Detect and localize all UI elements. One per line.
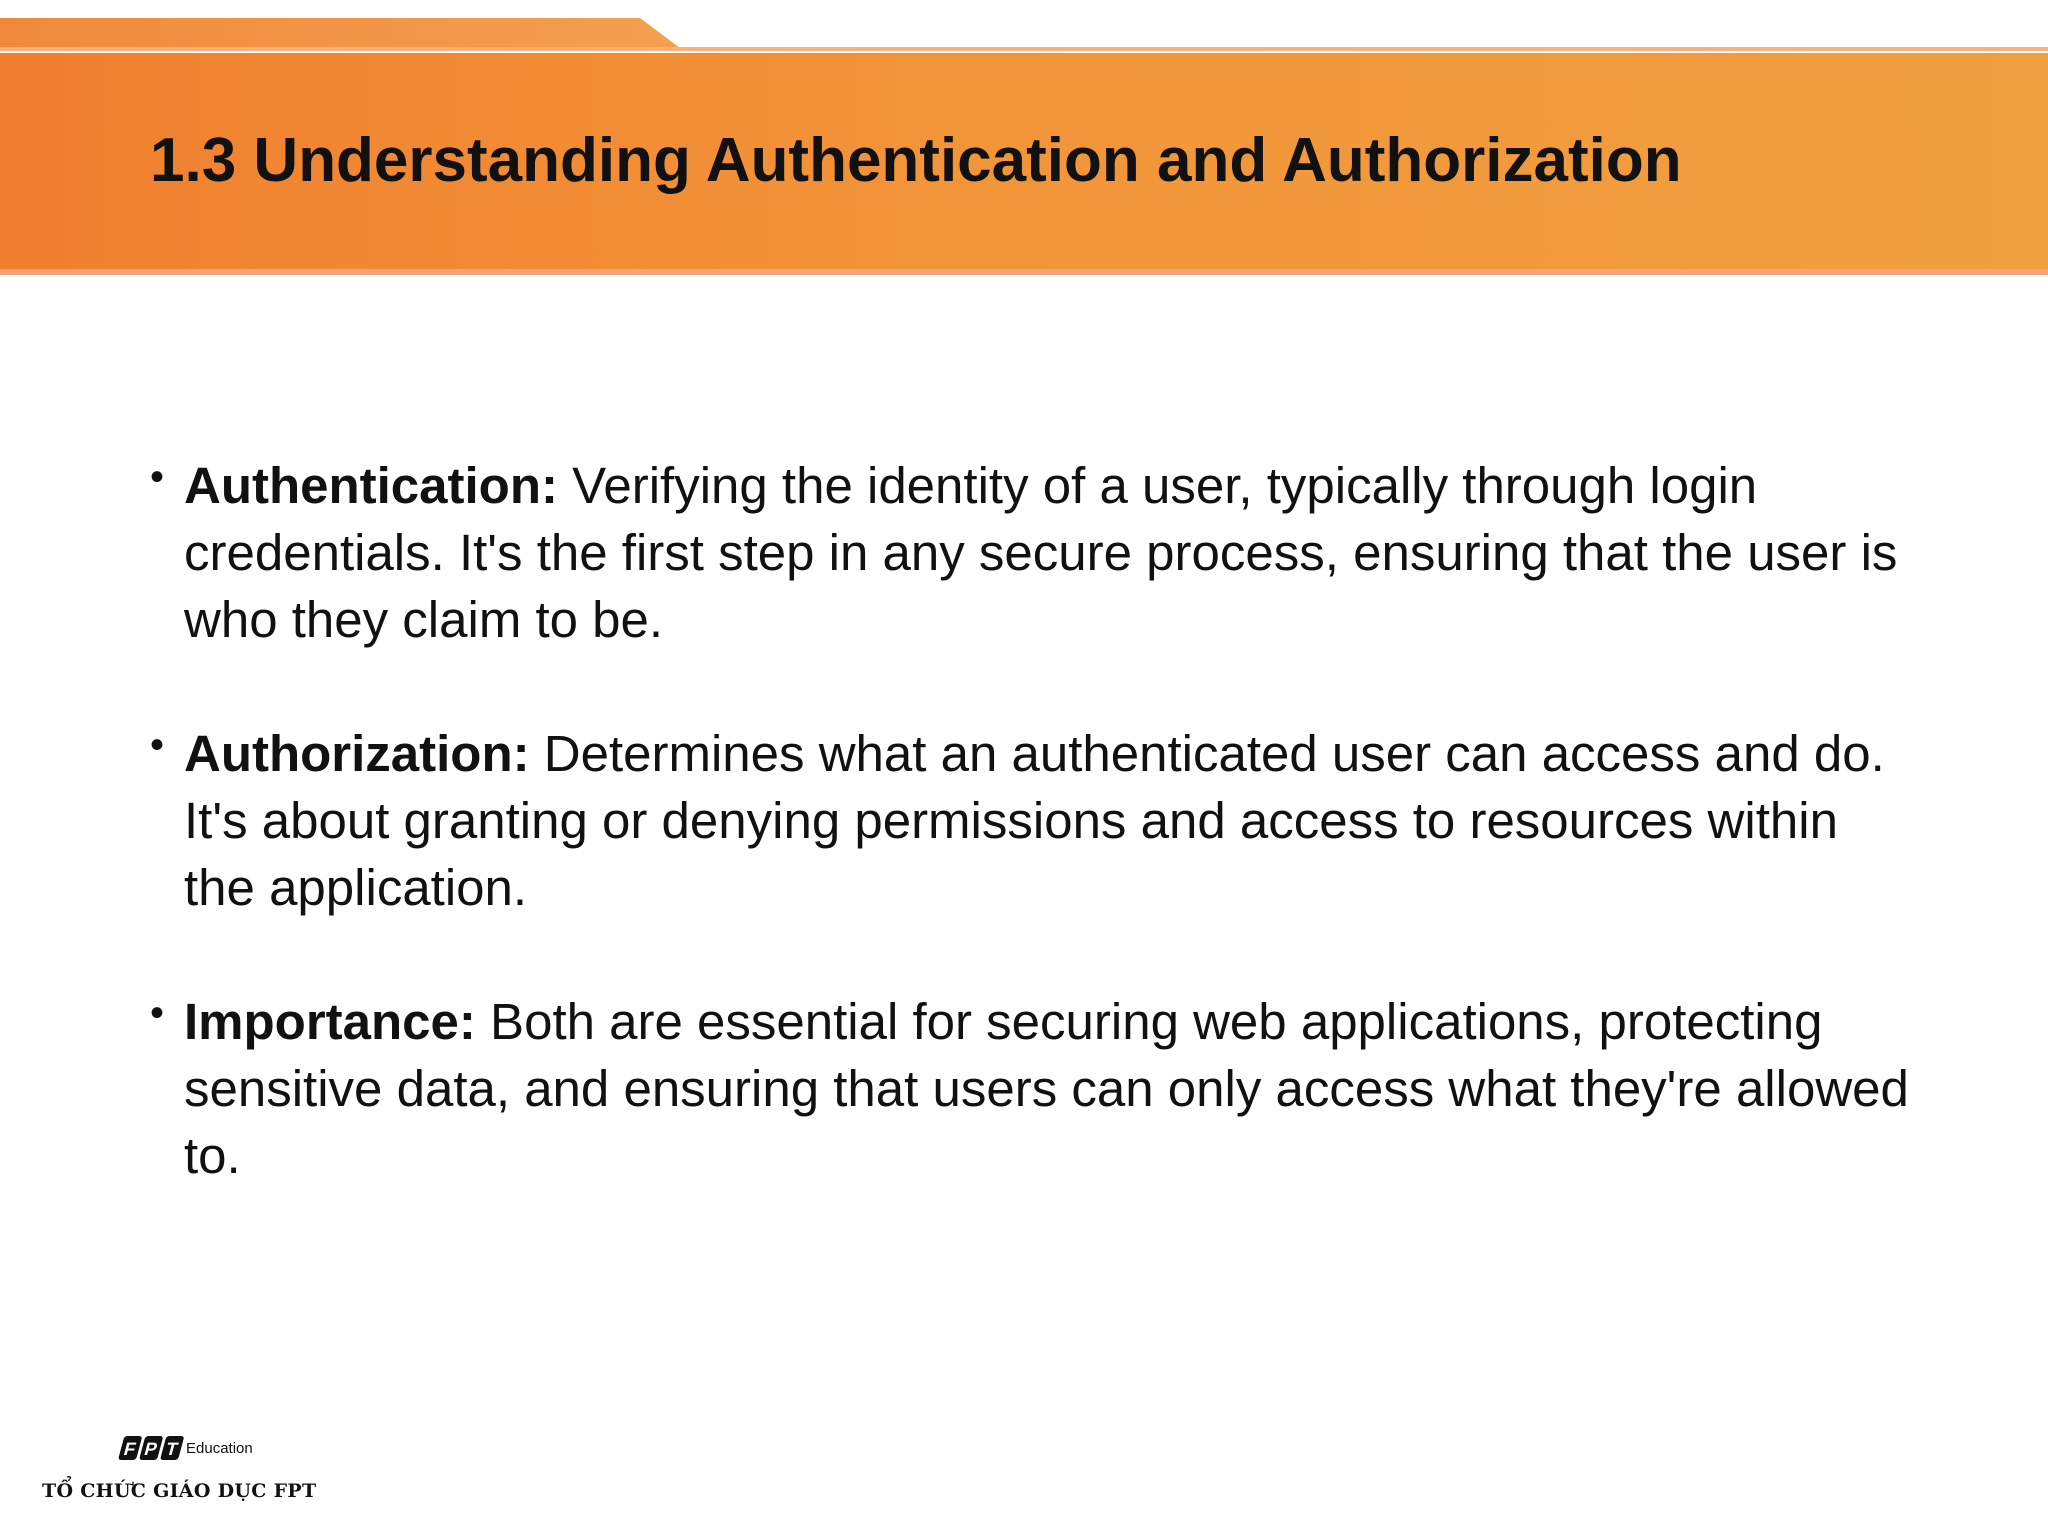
- bullet-dot-icon: •: [150, 455, 165, 499]
- fpt-education-logo: [40, 1426, 340, 1516]
- logo-tagline: TỔ CHỨC GIÁO DỤC FPT: [42, 1480, 317, 1502]
- fpt-logo-icon: [114, 1430, 184, 1470]
- bullet-text: Verifying the identity of a user, typically through login credentials. It's the first step in any secure process, ensuring that the user is who they claim to be.: [184, 457, 1898, 648]
- svg-text:P: P: [142, 1438, 160, 1459]
- svg-text:T: T: [163, 1438, 181, 1459]
- bullet-item-authorization: [150, 720, 1910, 921]
- bullet-item-importance: [150, 988, 1910, 1189]
- bullet-item-authentication: [150, 452, 1910, 653]
- bullet-term: Authorization:: [184, 725, 530, 782]
- bullet-term: Importance:: [184, 993, 476, 1050]
- bullet-text: Determines what an authenticated user can access and do. It's about granting or denying permissions and access to resources within the application.: [184, 725, 1885, 916]
- bullet-term: Authentication:: [184, 457, 558, 514]
- logo-education-label: Education: [186, 1440, 253, 1457]
- bullet-dot-icon: •: [150, 991, 165, 1035]
- bullet-text: Both are essential for securing web applications, protecting sensitive data, and ensuring that users can only access what they're allowed to.: [184, 993, 1909, 1184]
- svg-text:F: F: [121, 1438, 139, 1459]
- header-tab-decoration: [0, 18, 680, 48]
- slide-title: 1.3 Understanding Authentication and Authorization: [150, 126, 1682, 195]
- bullet-dot-icon: •: [150, 723, 165, 767]
- header-band-shadow: [0, 269, 2048, 275]
- header-line-decoration: [0, 47, 2048, 51]
- bullet-list: [150, 452, 1910, 1256]
